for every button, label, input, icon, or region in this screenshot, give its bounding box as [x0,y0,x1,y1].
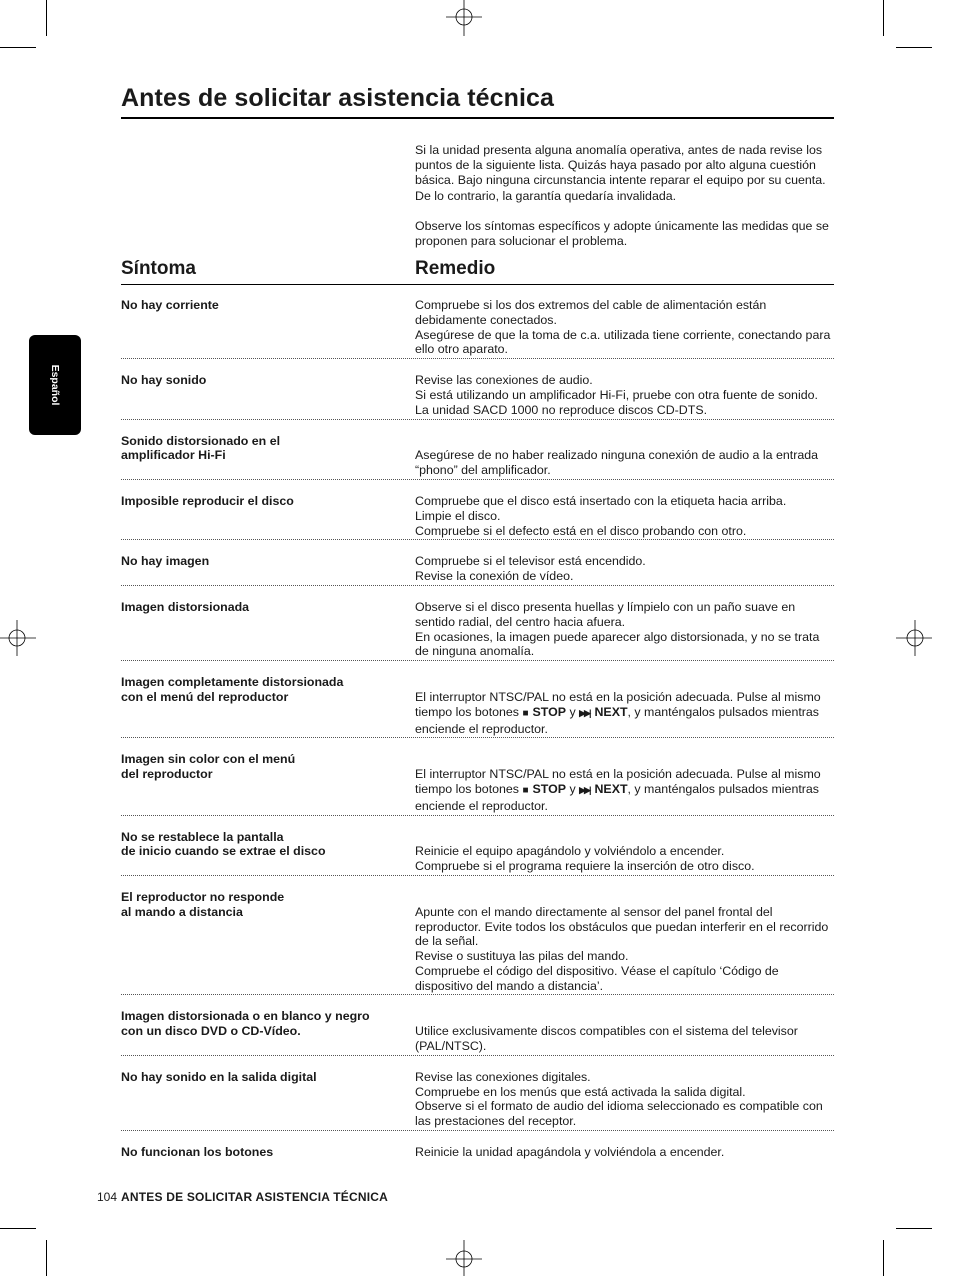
remedy-line: Utilice exclusivamente discos compatibles con el sistema del televisor (PAL/NTSC). [415,1024,798,1054]
remedy-text: , y manténgalos pulsados mientras enciende el reproductor. [415,781,819,813]
symptom-cell [121,433,415,478]
footer-title: ANTES DE SOLICITAR ASISTENCIA TÉCNICA [121,1190,388,1204]
registration-mark-icon [0,620,36,656]
crop-mark [883,0,884,36]
symptom-line: El reproductor no responde [121,889,285,904]
symptom-cell [121,1144,415,1160]
table-row [121,889,834,996]
next-button-label: NEXT [594,781,628,796]
symptom-cell [121,1069,415,1129]
stop-icon: ■ [522,707,529,719]
next-icon: ▶▶| [579,784,590,795]
remedy-cell [415,297,834,357]
remedy-cell [415,599,834,659]
symptom-line: de inicio cuando se extrae el disco [121,844,326,859]
symptom-cell [121,889,415,994]
symptom-cell [121,553,415,584]
crop-mark [0,1228,36,1229]
symptom-line: Imposible reproducir el disco [121,493,294,508]
remedy-line: Compruebe en los menús que está activada la salida digital. [415,1084,746,1099]
remedy-line: Limpie el disco. [415,508,501,523]
table-header [121,258,834,285]
symptom-line: del reproductor [121,767,213,782]
remedy-cell [415,751,834,813]
remedy-column-heading: Remedio [415,258,496,279]
table-row [121,599,834,661]
remedy-line: Observe si el disco presenta huellas y límpielo con un paño suave en sentido radial, del centro hacia afuera. [415,599,796,629]
stop-button-label: STOP [532,704,567,719]
registration-mark-icon [446,1240,482,1276]
symptom-cell [121,297,415,357]
table-row [121,433,834,480]
remedy-cell [415,829,834,874]
remedy-line: Compruebe si el programa requiere la inserción de otro disco. [415,859,755,874]
remedy-cell [415,372,834,417]
table-row [121,829,834,876]
symptom-column-heading: Síntoma [121,258,196,279]
symptom-line: No hay sonido [121,373,207,388]
remedy-line: Si está utilizando un amplificador Hi-Fi, pruebe con otra fuente de sonido. [415,387,818,402]
registration-mark-icon [446,0,482,36]
next-icon: ▶▶| [579,707,590,718]
crop-mark [883,1240,884,1276]
symptom-line: al mando a distancia [121,904,243,919]
page-title: Antes de solicitar asistencia técnica [121,84,834,119]
remedy-cell [415,1008,834,1053]
page-number: 104 [97,1190,118,1204]
symptom-cell [121,372,415,417]
symptom-cell [121,599,415,659]
remedy-line: Compruebe si el televisor está encendido. [415,554,646,569]
symptom-line: No funcionan los botones [121,1145,274,1160]
troubleshooting-table [121,297,834,1174]
language-tab [29,335,81,435]
table-row [121,751,834,815]
symptom-line: con el menú del reproductor [121,689,289,704]
remedy-line: Reinicie el equipo apagándolo y volviéndolo a encender. [415,844,725,859]
remedy-cell [415,889,834,994]
symptom-cell [121,1008,415,1053]
table-row [121,493,834,540]
remedy-line: Apunte con el mando directamente al sensor del panel frontal del reproductor. Evite todos los obstáculos que puedan interferir en el recorrido de la señal. [415,904,829,949]
crop-mark [46,1240,47,1276]
intro-paragraph: Observe los síntomas específicos y adopte únicamente las medidas que se proponen para solucionar el problema. [415,218,829,249]
table-row [121,1008,834,1055]
remedy-line: Revise la conexión de vídeo. [415,569,574,584]
remedy-text: El interruptor NTSC/PAL no está en la posición adecuada. Pulse al mismo tiempo los botones [415,767,821,796]
remedy-line: Observe si el formato de audio del idioma seleccionado es compatible con las prestaciones del receptor. [415,1099,823,1129]
intro-text [415,143,834,264]
remedy-line [415,767,834,813]
remedy-text: y [566,704,580,719]
intro-paragraph: Si la unidad presenta alguna anomalía operativa, antes de nada revise los puntos de la siguiente lista. Quizás haya pasado por alto alguna cuestión básica. Bajo ninguna circunstancia intente reparar el equipo por su cuenta. De lo contrario, la garantía quedaría invalidada. [415,143,826,203]
table-row [121,372,834,419]
remedy-line: Asegúrese de no haber realizado ninguna conexión de audio a la entrada “phono” del amplificador. [415,448,818,478]
remedy-line: Revise o sustituya las pilas del mando. [415,949,629,964]
remedy-cell [415,433,834,478]
crop-mark [0,47,36,48]
remedy-line [415,690,834,736]
crop-mark [896,47,932,48]
remedy-line: Revise las conexiones digitales. [415,1069,591,1084]
symptom-line: Sonido distorsionado en el [121,433,281,448]
symptom-cell [121,751,415,813]
table-row [121,1144,834,1161]
table-row [121,1069,834,1131]
remedy-cell [415,1144,834,1160]
page-footer [97,1190,388,1204]
remedy-line: La unidad SACD 1000 no reproduce discos CD-DTS. [415,402,708,417]
symptom-line: Imagen completamente distorsionada [121,675,344,690]
crop-mark [46,0,47,36]
remedy-line: Compruebe si los dos extremos del cable de alimentación están debidamente conectados. [415,298,767,327]
remedy-text: y [566,781,580,796]
symptom-line: amplificador Hi-Fi [121,448,226,463]
stop-button-label: STOP [532,781,567,796]
crop-mark [896,1228,932,1229]
remedy-cell [415,493,834,538]
remedy-text: , y manténgalos pulsados mientras enciende el reproductor. [415,704,819,736]
remedy-text: El interruptor NTSC/PAL no está en la posición adecuada. Pulse al mismo tiempo los botones [415,689,821,719]
registration-mark-icon [896,620,932,656]
symptom-line: No hay corriente [121,298,219,312]
table-row [121,553,834,586]
symptom-line: No hay sonido en la salida digital [121,1069,317,1084]
symptom-line: con un disco DVD o CD-Vídeo. [121,1024,301,1039]
symptom-line: Imagen distorsionada [121,599,250,614]
symptom-line: No se restablece la pantalla [121,829,284,844]
language-tab-label: Español [49,364,61,406]
remedy-line: Compruebe que el disco está insertado con la etiqueta hacia arriba. [415,493,787,508]
table-row [121,297,834,359]
table-row [121,674,834,738]
symptom-line: Imagen sin color con el menú [121,752,296,767]
remedy-line: Compruebe si el defecto está en el disco probando con otro. [415,523,747,538]
remedy-line: Reinicie la unidad apagándola y volviéndola a encender. [415,1145,725,1160]
symptom-cell [121,829,415,874]
symptom-cell [121,493,415,538]
symptom-line: No hay imagen [121,554,210,569]
remedy-line: Revise las conexiones de audio. [415,373,593,388]
remedy-cell [415,1069,834,1129]
remedy-line: Asegúrese de que la toma de c.a. utilizada tiene corriente, conectando para ello otro aparato. [415,327,831,357]
next-button-label: NEXT [594,704,628,719]
remedy-line: En ocasiones, la imagen puede aparecer algo distorsionada, y no se trata de ninguna anomalía. [415,629,820,659]
symptom-line: Imagen distorsionada o en blanco y negro [121,1009,370,1024]
remedy-cell [415,674,834,736]
stop-icon: ■ [522,784,529,796]
symptom-cell [121,674,415,736]
remedy-cell [415,553,834,584]
remedy-line: Compruebe el código del dispositivo. Véase el capítulo ‘Código de dispositivo del mando a distancia’. [415,963,779,993]
